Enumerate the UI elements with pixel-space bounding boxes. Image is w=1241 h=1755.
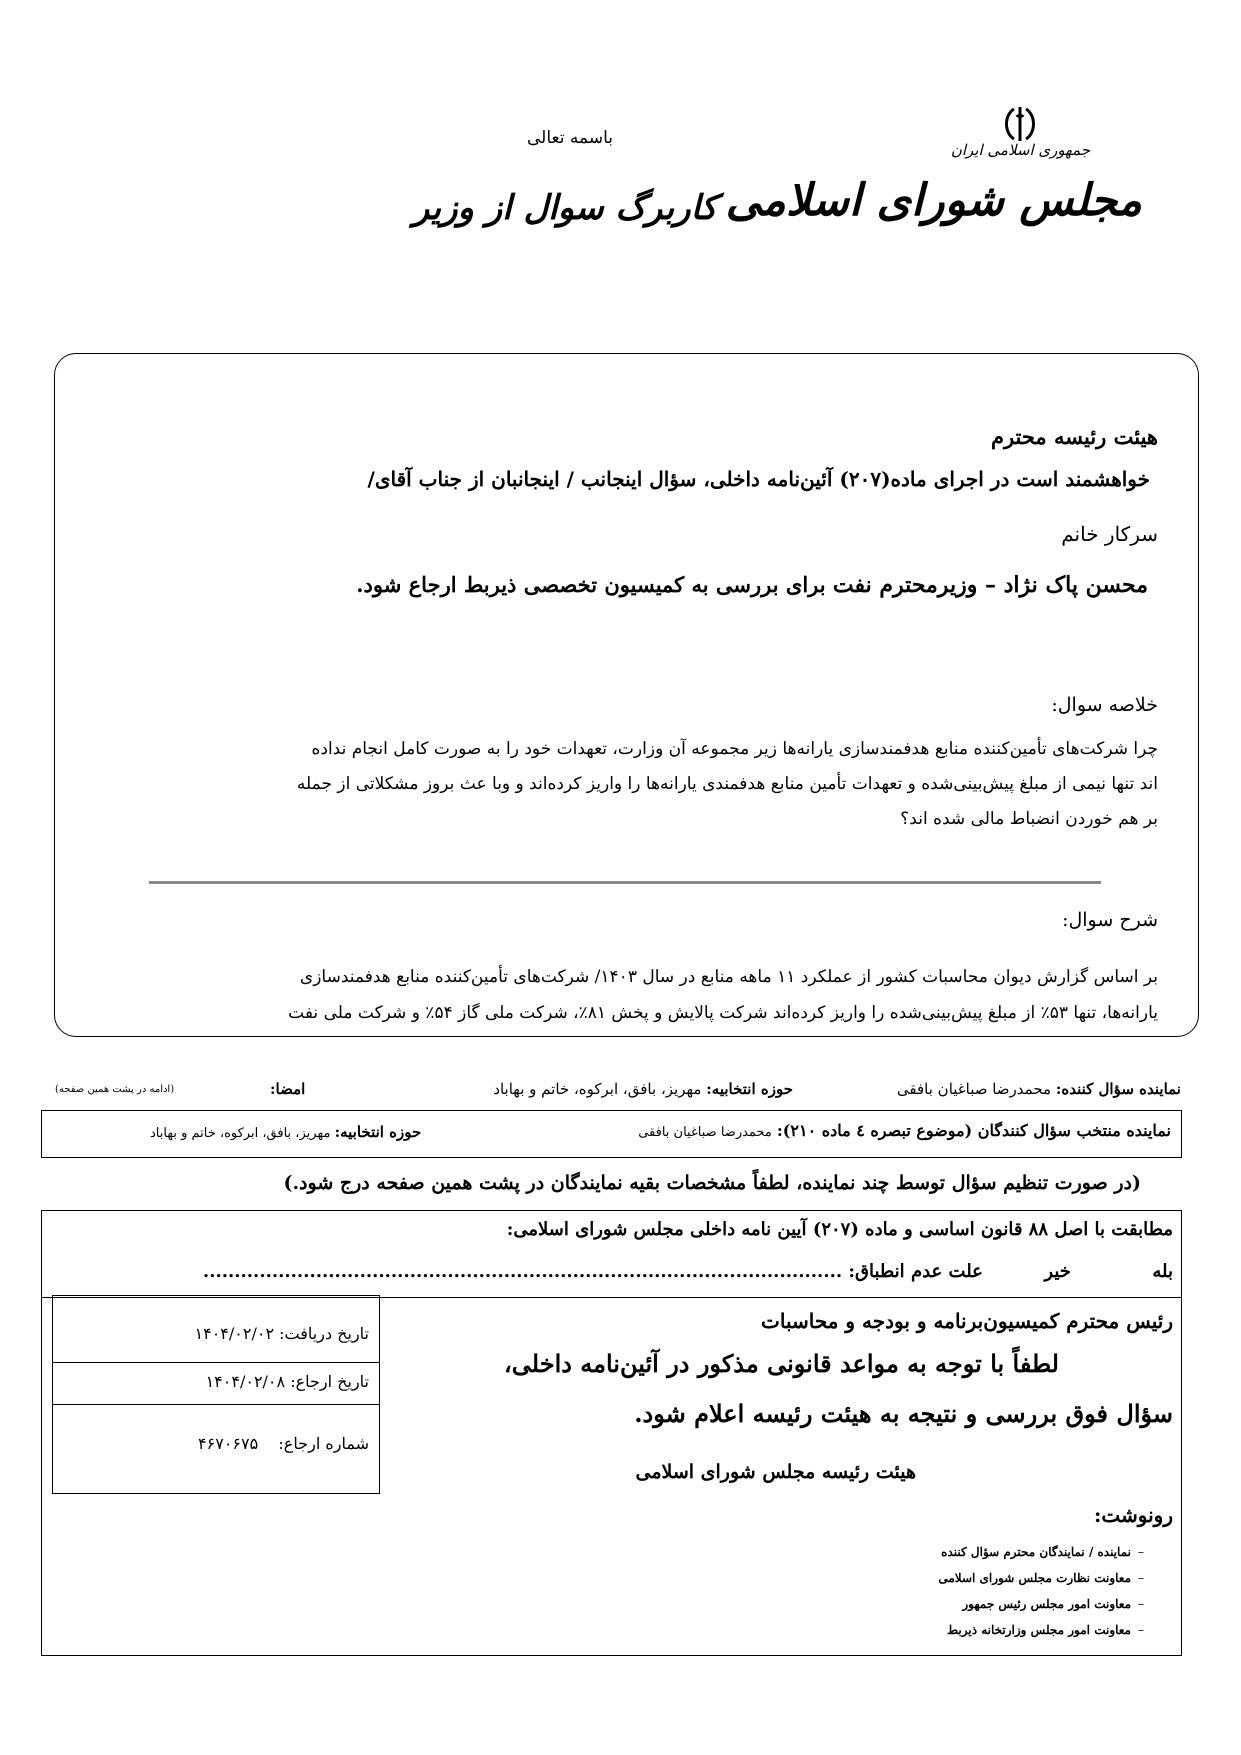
dates-box (52, 1295, 380, 1494)
rep-district-value: مهریز، بافق، ابرکوه، خاتم و بهاباد (493, 1080, 702, 1098)
referral-line-1: لطفاً با توجه به مواعد قانونی مذکور در آئین‌نامه داخلی، (504, 1349, 1059, 1378)
request-line-3-rest: برای بررسی به کمیسیون تخصصی ذیربط ارجاع شود. (356, 572, 833, 597)
referral-signature: هیئت رئیسه مجلس شورای اسلامی (635, 1461, 916, 1483)
representative-line (897, 1080, 1181, 1098)
summary-line: چرا شرکت‌های تأمین‌کننده منابع هدفمندسازی یارانه‌ها زیر مجموعه آن وزارت، تعهدات خود را به صورت کامل انجام نداده (311, 739, 1158, 759)
received-label: تاریخ دریافت: (279, 1324, 369, 1343)
cc-item: –نماینده / نمایندگان محترم سؤال کننده (941, 1545, 1144, 1559)
cc-list (938, 1539, 1151, 1643)
summary-line: بر هم خوردن انضباط مالی شده اند؟ (900, 809, 1158, 829)
continued-note: (ادامه در پشت همین صفحه) (55, 1084, 175, 1095)
referral-number-label: شماره ارجاع: (278, 1434, 369, 1453)
section-divider (149, 881, 1101, 884)
referral-number-value: ۴۶۷۰۶۷۵ (198, 1434, 259, 1453)
multi-rep-note: (در صورت تنظیم سؤال توسط چند نماینده، لطفاً مشخصات بقیه نمایندگان در پشت همین صفحه درج شود.) (283, 1172, 1141, 1194)
referral-recipient: رئیس محترم کمیسیون‌برنامه و بودجه و محاسبات (761, 1309, 1173, 1333)
summary-text (98, 732, 1158, 837)
referral-line-2: سؤال فوق بررسی و نتیجه به هیئت رئیسه اعلام شود. (634, 1399, 1173, 1428)
selected-rep-district (150, 1123, 421, 1141)
selected-rep-district-label: حوزه انتخابیه: (334, 1123, 422, 1141)
parliament-logo (725, 95, 1150, 270)
referral-date-label: تاریخ ارجاع: (290, 1372, 369, 1391)
selected-rep-box (41, 1110, 1182, 1158)
selected-rep-line (638, 1121, 1171, 1140)
description-text (98, 959, 1158, 1031)
selected-rep-name: محمدرضا صباغیان بافقی (638, 1125, 772, 1140)
minister-name: محسن پاک نژاد – وزیرمحترم نفت (832, 572, 1148, 598)
cc-item: –معاونت امور مجلس وزارتخانه ذیربط (947, 1623, 1144, 1637)
referral-date-row (53, 1362, 379, 1405)
cc-label: رونوشت: (1094, 1503, 1173, 1527)
request-line-1: خواهشمند است در اجرای ماده(۲۰۷) آئین‌نامه داخلی، سؤال اینجانب / اینجانبان از جناب آقای/ (367, 467, 1150, 491)
conformity-no[interactable]: خیر (1044, 1261, 1071, 1282)
rep-name: محمدرضا صباغیان بافقی (896, 1080, 1052, 1098)
cc-item: –معاونت امور مجلس رئیس جمهور (962, 1597, 1144, 1611)
logo-title: مجلس شورای اسلامی (725, 175, 1142, 226)
conformity-yes[interactable]: بله (1152, 1261, 1173, 1282)
request-line-3 (356, 572, 1148, 598)
rep-district (493, 1080, 793, 1098)
received-row (53, 1296, 379, 1363)
referral-number (198, 1434, 369, 1453)
logo-subtitle: جمهوری اسلامی ایران (950, 141, 1090, 159)
received-value: ۱۴۰۴/۰۲/۰۲ (194, 1324, 275, 1343)
salutation: هیئت رئیسه محترم (990, 424, 1158, 449)
selected-rep-label: نماینده منتخب سؤال کنندگان (موضوع تبصره ٤ ماده ۲۱۰): (776, 1121, 1171, 1140)
summary-line: اند تنها نیمی از مبلغ پیش‌بینی‌شده و تعهدات تأمین منابع هدفمندی یارانه‌ها را واریز کرده‌اند و وبا عث بروز مشکلاتی از جمله (296, 774, 1158, 794)
referral-date (206, 1372, 369, 1391)
signature-label: امضا: (270, 1080, 306, 1098)
description-label: شرح سوال: (1062, 909, 1158, 931)
basmeh-text: باسمه تعالی (527, 128, 613, 148)
rep-label: نماینده سؤال کننده: (1055, 1080, 1181, 1098)
received-date (195, 1324, 369, 1343)
conformity-title: مطابقت با اصل ۸۸ قانون اساسی و ماده (۲۰۷) آیین نامه داخلی مجلس شورای اسلامی: (506, 1219, 1173, 1240)
selected-rep-district-value: مهریز، بافق، ابرکوه، خاتم و بهاباد (150, 1126, 331, 1141)
cc-item: –معاونت نظارت مجلس شورای اسلامی (938, 1571, 1144, 1585)
form-title: کاربرگ سوال از وزیر (412, 188, 718, 228)
question-box (54, 353, 1199, 1037)
description-line: یارانه‌ها، تنها ۵۳٪ از مبلغ پیش‌بینی‌شده را واریز کرده‌اند شرکت پالایش و پخش ۸۱٪، شرکت ملی گاز ۵۴٪ و شرکت ملی نفت (288, 1003, 1158, 1023)
conformity-reason: علت عدم انطباق: ...................................................................................................... (202, 1261, 983, 1282)
summary-label: خلاصه سوال: (1051, 694, 1158, 716)
rep-district-label: حوزه انتخابیه: (706, 1080, 793, 1098)
conformity-options (203, 1261, 1173, 1282)
description-line: بر اساس گزارش دیوان محاسبات کشور از عملکرد ۱۱ ماهه منابع در سال ۱۴۰۳/ شرکت‌های تأمین‌کننده منابع هدفمندسازی (299, 967, 1158, 987)
request-line-2: سرکار خانم (1061, 522, 1158, 546)
referral-date-value: ۱۴۰۴/۰۲/۰۸ (205, 1372, 286, 1391)
